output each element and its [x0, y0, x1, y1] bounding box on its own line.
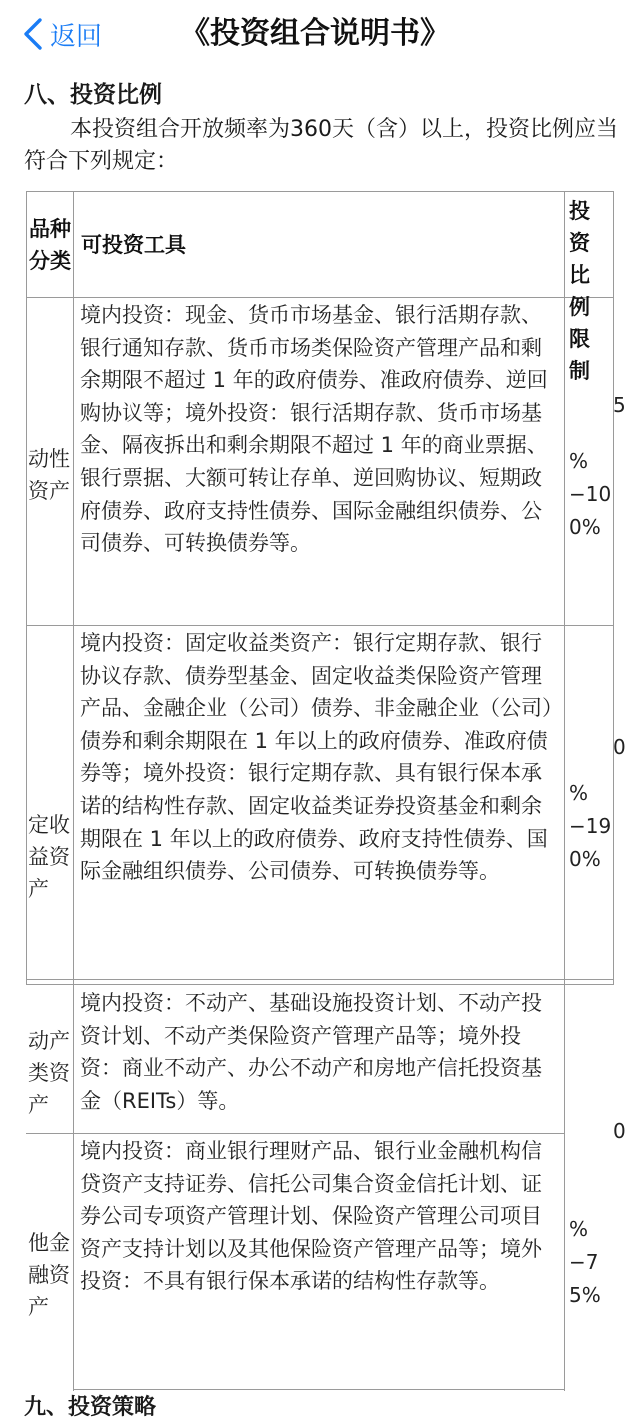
next-section-title: 九、投资策略	[24, 1395, 157, 1420]
row-limit: %−100%	[569, 449, 612, 539]
nav-bar	[0, 0, 640, 68]
row-limit: %−190%	[569, 781, 612, 871]
back-button[interactable]	[22, 12, 102, 56]
document-body	[24, 78, 620, 178]
row-tools: 境内投资：固定收益类资产：银行定期存款、银行协议存款、债券型基金、固定收益类保险资产管理产品、金融企业（公司）债券、非金融企业（公司）债券和剩余期限在 1 年以上的政府债券、准政府债券等；境外投资：银行定期存款、具有银行保本承诺的结构性存款、固定收益类证券投资基金和剩余期限在 1 年以上的政府债券、政府支持性债券、国际金融组织债券、公司债券、可转换债券等。	[80, 631, 553, 884]
row-category: 定收益资产	[28, 813, 70, 901]
row-tools: 境内投资：商业银行理财产品、银行业金融机构信贷资产支持证券、信托公司集合资金信托计划、证券公司专项资产管理计划、保险资产管理公司项目资产支持计划以及其他保险资产管理产品等；境外投资：不具有银行保本承诺的结构性存款等。	[80, 1139, 542, 1294]
row-category: 动产类资产	[28, 1029, 70, 1117]
row-tools: 境内投资：现金、货币市场基金、银行活期存款、银行通知存款、货币市场类保险资产管理产品和剩余期限不超过 1 年的政府债券、准政府债券、逆回购协议等；境外投资：银行活期存款、货币市场基金、隔夜拆出和剩余期限不超过 1 年的商业票据、银行票据、大额可转让存单、逆回购协议、短期政府债券、政府支持性债券、国际金融组织债券、公司债券、可转换债券等。	[80, 303, 548, 556]
row-category: 动性资产	[28, 447, 70, 503]
limit-overflow-digit: 0	[613, 735, 626, 759]
intro-paragraph: 本投资组合开放频率为360天（含）以上，投资比例应当符合下列规定：	[24, 117, 618, 174]
header-limit: 投资比例限制	[569, 199, 590, 383]
section-title: 八、投资比例	[24, 82, 162, 108]
page-title: 《投资组合说明书》	[180, 16, 450, 51]
investment-ratio-table	[26, 191, 626, 1391]
row-tools: 境内投资：不动产、基础设施投资计划、不动产投资计划、不动产类保险资产管理产品等；境外投资：商业不动产、办公不动产和房地产信托投资基金（REITs）等。	[80, 991, 542, 1113]
row-category: 他金融资产	[28, 1231, 70, 1319]
header-tools: 可投资工具	[81, 233, 186, 257]
header-category: 品种分类	[29, 217, 71, 273]
chevron-left-icon	[22, 17, 44, 51]
limit-overflow-digit: 5	[613, 393, 626, 417]
limit-overflow-digit: 0	[613, 1119, 626, 1143]
back-label: 返回	[50, 21, 103, 52]
shared-limit: %−75%	[569, 1217, 601, 1307]
